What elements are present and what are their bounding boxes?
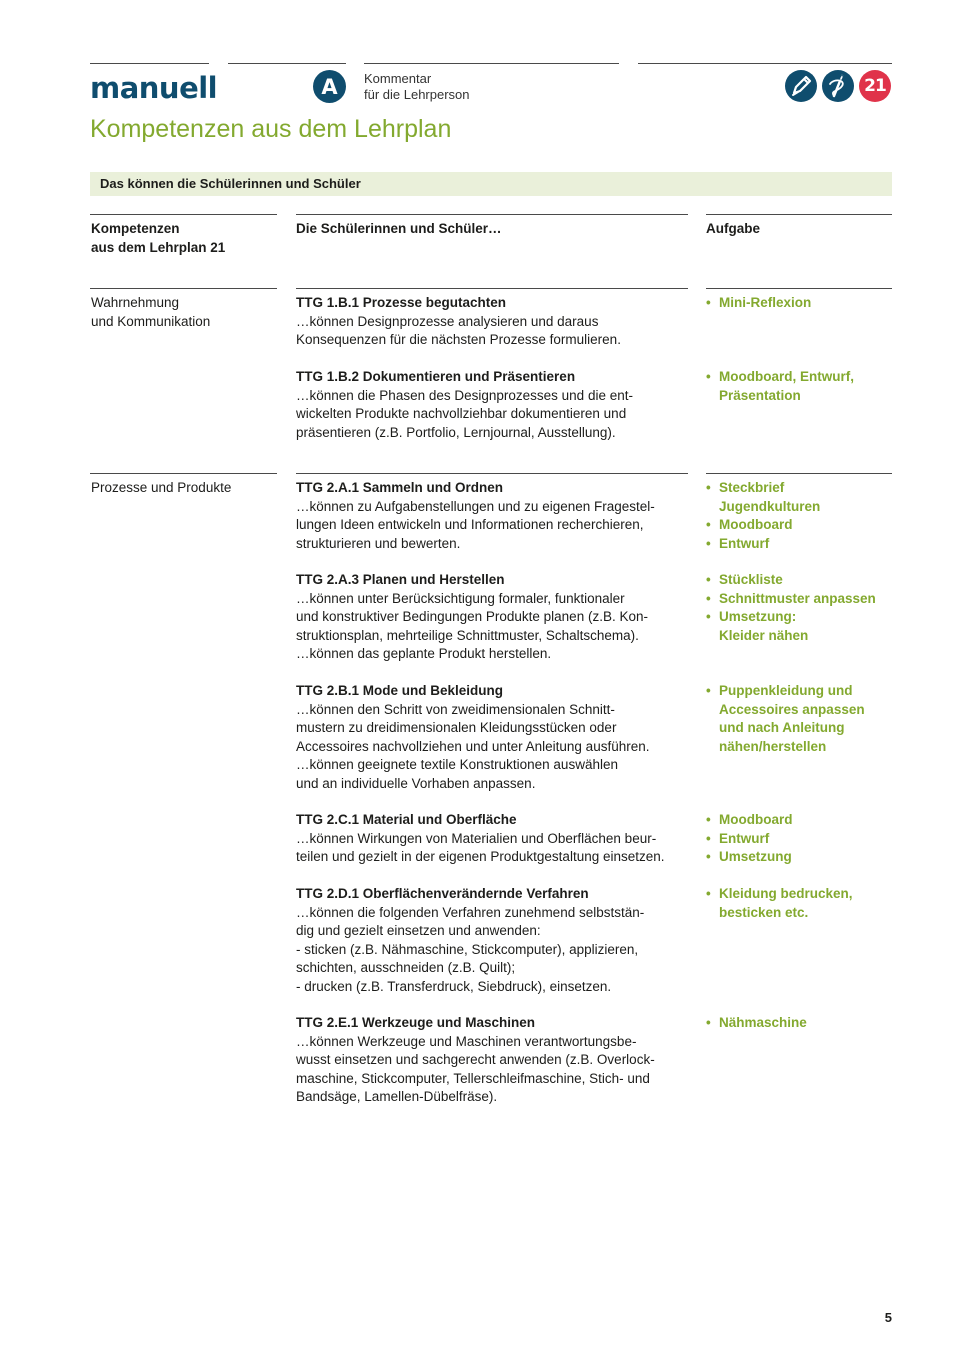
task-list [706, 1014, 892, 1033]
task-item: • Kleidung bedrucken, besticken etc. [706, 885, 892, 922]
task-item: • Stückliste [706, 571, 892, 590]
competence-title: TTG 2.A.3 Planen und Herstellen [296, 572, 505, 587]
task-item: • Moodboard [706, 811, 892, 830]
competence-entry [296, 682, 691, 793]
competence-text: …können zu Aufgabenstellungen und zu eigenen Fragestel- lungen Ideen entwickeln und Informationen recherchieren, strukturieren und bewerten. [296, 498, 655, 551]
competence-entry [296, 368, 691, 442]
header-rule [90, 63, 209, 64]
column-header-students: Die Schülerinnen und Schüler… [296, 221, 502, 236]
task-list [706, 811, 892, 867]
section-rule [706, 288, 892, 289]
column-rule [706, 214, 892, 215]
competence-title: TTG 2.B.1 Mode und Bekleidung [296, 683, 504, 698]
competence-area-label: Prozesse und Produkte [91, 480, 232, 495]
competence-title: TTG 2.D.1 Oberflächenverändernde Verfahren [296, 886, 589, 901]
lehrplan-21-icon: 21 [859, 70, 891, 102]
competence-text: …können die folgenden Verfahren zunehmend selbststän- dig und gezielt einsetzen und anwenden: - sticken (z.B. Nähmaschine, Stickcomputer), applizieren, schichten, ausschneiden (z.B. Quilt); - drucken (z.B. Transferdruck, Siebdruck), einsetzen. [296, 904, 645, 994]
task-list [706, 571, 892, 645]
section-rule [90, 473, 277, 474]
task-item: • Steckbrief Jugendkulturen [706, 479, 892, 516]
header-rule [638, 63, 892, 64]
commentary-label: Kommentar für die Lehrperson [364, 71, 470, 102]
task-item: • Nähmaschine [706, 1014, 892, 1033]
section-rule [296, 473, 688, 474]
task-item: • Moodboard, Entwurf, Präsentation [706, 368, 892, 405]
task-list [706, 885, 892, 922]
column-header-task: Aufgabe [706, 221, 760, 236]
competence-entry [296, 479, 691, 553]
competence-entry [296, 811, 691, 867]
task-item: • Umsetzung [706, 848, 892, 867]
competence-text: …können den Schritt von zweidimensionalen Schnitt- mustern zu dreidimensionalen Kleidungsstücken oder Accessoires nachvollziehen und unter Anleitung ausführen. …können geeignete textile Konstruktionen auswählen und an individuelle Vorhaben anpassen. [296, 701, 650, 791]
competence-text: …können unter Berücksichtigung formaler, funktionaler und konstruktiver Bedingungen Produkte planen (z.B. Kon- struktionsplan, mehrteilige Schnittmuster, Schaltschema). …können das geplante Produkt herstellen. [296, 590, 648, 661]
header-rule [228, 63, 346, 64]
task-item: • Moodboard [706, 516, 892, 535]
task-item: • Schnittmuster anpassen [706, 590, 892, 609]
task-item: • Entwurf [706, 535, 892, 554]
page-number: 5 [884, 1310, 892, 1325]
commentary-badge-icon: A [313, 70, 346, 103]
task-item: • Entwurf [706, 830, 892, 849]
task-item: • Mini-Reflexion [706, 294, 892, 313]
competence-area-label: Wahrnehmung und Kommunikation [91, 295, 211, 329]
column-rule [90, 214, 277, 215]
task-item: • Umsetzung: Kleider nähen [706, 608, 892, 645]
needle-thread-icon [822, 70, 854, 102]
section-rule [90, 288, 277, 289]
competence-text: …können Wirkungen von Materialien und Oberflächen beur- teilen und gezielt in der eigenen Produktgestaltung einsetzen. [296, 830, 665, 864]
task-item: • Puppenkleidung und Accessoires anpassen und nach Anleitung nähen/herstellen [706, 682, 892, 756]
competence-text: …können die Phasen des Designprozesses und die ent- wickelten Produkte nachvollziehbar dokumentieren und präsentieren (z.B. Portfolio, Lernjournal, Ausstellung). [296, 387, 633, 440]
task-list [706, 294, 892, 313]
section-rule [706, 473, 892, 474]
column-rule [296, 214, 688, 215]
section-band: Das können die Schülerinnen und Schüler [90, 172, 892, 196]
manuell-logo: manuell [90, 71, 218, 105]
task-list [706, 368, 892, 405]
header-rule [364, 63, 619, 64]
competence-title: TTG 1.B.1 Prozesse begutachten [296, 295, 507, 310]
column-header-competence-area: Kompetenzen aus dem Lehrplan 21 [91, 221, 226, 255]
competence-title: TTG 2.E.1 Werkzeuge und Maschinen [296, 1015, 536, 1030]
competence-title: TTG 2.A.1 Sammeln und Ordnen [296, 480, 504, 495]
page-title: Kompetenzen aus dem Lehrplan [90, 115, 452, 143]
competence-text: …können Designprozesse analysieren und daraus Konsequenzen für die nächsten Prozesse formulieren. [296, 313, 621, 347]
competence-entry [296, 571, 691, 664]
pencil-icon [785, 70, 817, 102]
competence-title: TTG 2.C.1 Material und Oberfläche [296, 812, 517, 827]
competence-entry [296, 885, 691, 996]
competence-title: TTG 1.B.2 Dokumentieren und Präsentieren [296, 369, 576, 384]
competence-entry [296, 294, 691, 350]
section-rule [296, 288, 688, 289]
task-list [706, 682, 892, 756]
competence-entry [296, 1014, 691, 1107]
competence-text: …können Werkzeuge und Maschinen verantwortungsbe- wusst einsetzen und sachgerecht anwenden (z.B. Overlock- maschine, Stickcomputer, Tellerschleifmaschine, Stich- und Bandsäge, Lamellen-Dübelfräse). [296, 1033, 655, 1104]
task-list [706, 479, 892, 553]
